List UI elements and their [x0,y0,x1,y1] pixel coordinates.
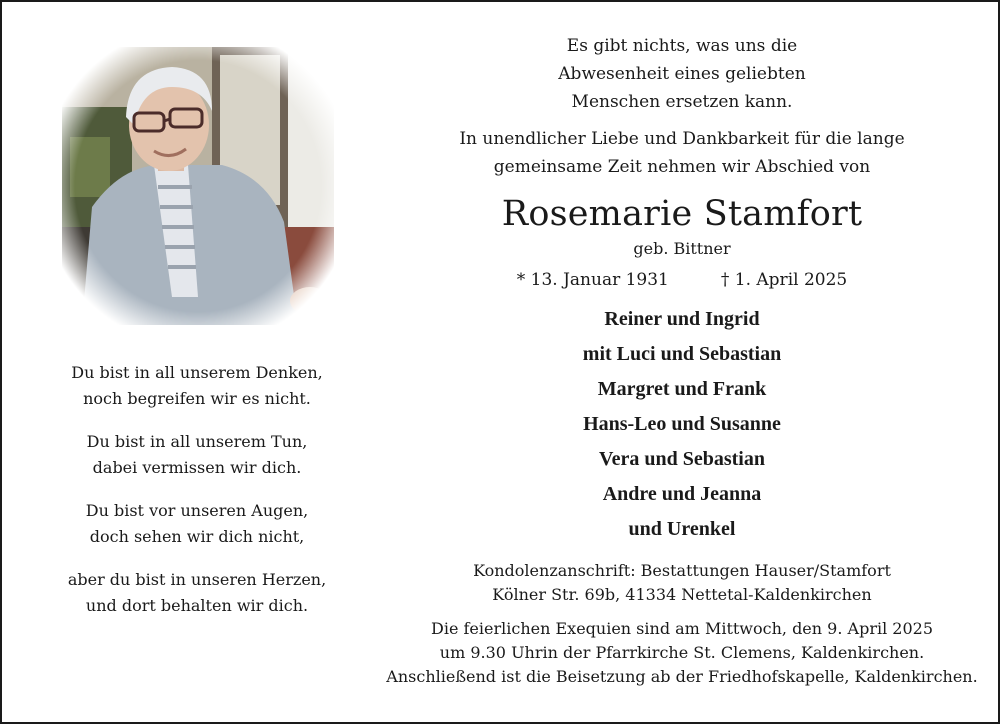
mourner-line: Vera und Sebastian [599,448,765,470]
poem-stanza [32,360,362,412]
service-line: um 9.30 Uhrin der Pfarrkirche St. Clemens, Kaldenkirchen. [439,643,925,662]
condolence-line: Kölner Str. 69b, 41334 Nettetal-Kaldenkirchen [492,585,872,604]
poem-stanza [32,429,362,481]
quote-line: Es gibt nichts, was uns die [566,36,798,56]
poem-line: dabei vermissen wir dich. [92,458,302,477]
intro-line: gemeinsame Zeit nehmen wir Abschied von [493,157,871,177]
opening-quote [364,32,1000,116]
poem-line: Du bist in all unserem Tun, [86,432,308,451]
poem-stanza [32,498,362,550]
mourner-line: mit Luci und Sebastian [582,343,782,365]
mourner-line: Andre und Jeanna [602,483,762,505]
life-dates [364,267,1000,293]
death-date: † 1. April 2025 [720,270,848,290]
condolence-line: Kondolenzanschrift: Bestattungen Hauser/Stamfort [473,561,891,580]
mourner-line: und Urenkel [628,518,736,540]
poem-line: doch sehen wir dich nicht, [89,527,305,546]
announcement [364,32,1000,689]
poem-stanza [32,567,362,619]
quote-line: Menschen ersetzen kann. [571,92,793,112]
service-line: Die feierlichen Exequien sind am Mittwoch, den 9. April 2025 [431,619,933,638]
mourners-list [364,302,1000,547]
poem-line: aber du bist in unseren Herzen, [67,570,327,589]
portrait-photo [62,47,334,325]
deceased-name: Rosemarie Stamfort [501,194,863,234]
intro-text [364,125,1000,181]
mourner-line: Hans-Leo und Susanne [583,413,781,435]
condolence-address [364,559,1000,607]
maiden-name: geb. Bittner [633,239,731,258]
poem-line: Du bist vor unseren Augen, [85,501,309,520]
poem-line: und dort behalten wir dich. [85,596,309,615]
quote-line: Abwesenheit eines geliebten [558,64,806,84]
birth-date: * 13. Januar 1931 [516,270,669,290]
service-line: Anschließend ist die Beisetzung ab der Friedhofskapelle, Kaldenkirchen. [386,667,978,686]
intro-line: In unendlicher Liebe und Dankbarkeit für die lange [459,129,905,149]
mourner-line: Margret und Frank [597,378,767,400]
poem-line: Du bist in all unserem Denken, [71,363,323,382]
poem [32,360,362,636]
poem-line: noch begreifen wir es nicht. [83,389,311,408]
funeral-service-info [364,617,1000,689]
mourner-line: Reiner und Ingrid [604,308,760,330]
